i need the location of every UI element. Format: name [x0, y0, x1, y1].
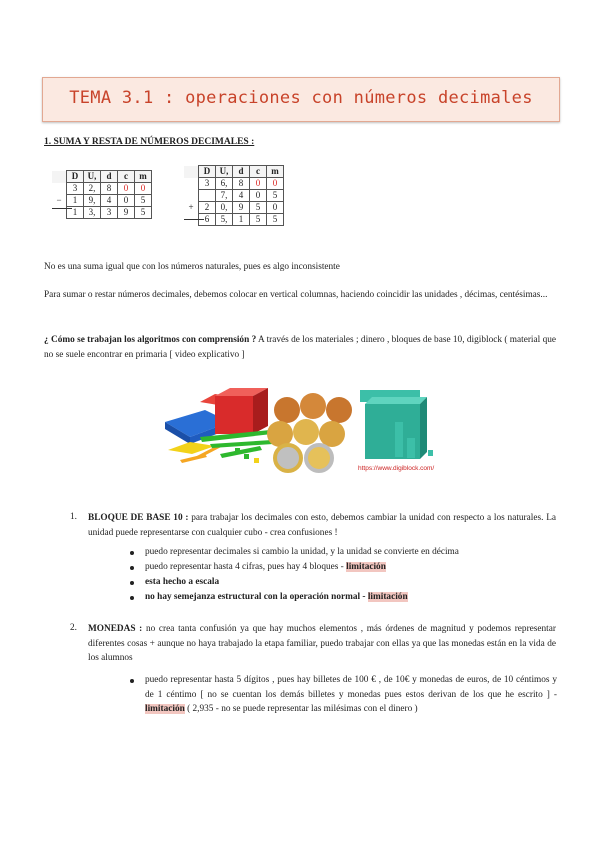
item2-number: 2. — [70, 623, 77, 633]
table1-cell: 1 — [67, 195, 84, 207]
question-rest: A través de los materiales ; dinero , bloques de base 10, digiblock ( material que no se suele encontrar en primaria [ video explicativo ] — [44, 335, 556, 360]
addition-table — [184, 165, 284, 226]
table1-header: U, — [84, 171, 101, 183]
addition-line — [184, 219, 204, 220]
plus-sign: + — [188, 202, 194, 212]
table1-cell-carry: 0 — [118, 183, 135, 195]
item2-bullet-text: puedo representar hasta 5 dígitos , pues hay billetes de 100 € , de 10€ y monedas de euros, de 10 céntimos y de 1 céntimo [ no se cuentan los demás billetes y monedas pues estos derivan de los que he escrito ] - — [145, 675, 557, 700]
section-heading: 1. SUMA Y RESTA DE NÚMEROS DECIMALES : — [44, 137, 255, 147]
limitation-highlight: limitación — [367, 592, 408, 602]
table1-cell: 9 — [118, 207, 135, 219]
item1-bullet3: esta hecho a escala — [145, 577, 220, 587]
table2-cell: 9 — [233, 202, 250, 214]
table2-cell: 7, — [216, 190, 233, 202]
table2-cell: 0, — [216, 202, 233, 214]
table2-cell: 3 — [199, 178, 216, 190]
item1-paragraph — [88, 511, 556, 540]
item1-bullet4-text: no hay semejanza estructural con la operación normal - — [145, 592, 368, 602]
table1-cell: 2, — [84, 183, 101, 195]
item1-bullet1: puedo representar decimales si cambio la unidad, y la unidad se convierte en décima — [145, 547, 459, 557]
base-ten-blocks-image — [165, 388, 273, 463]
table2-cell: 2 — [199, 202, 216, 214]
subtraction-table — [52, 170, 152, 219]
table1-cell: 3 — [67, 183, 84, 195]
table1-cell: 0 — [118, 195, 135, 207]
table2-cell: 5 — [267, 214, 284, 226]
table1-cell: 3 — [101, 207, 118, 219]
item1-number: 1. — [70, 512, 77, 522]
table2-cell: 1 — [233, 214, 250, 226]
table2-cell: 5 — [267, 190, 284, 202]
item1-bullet2 — [145, 560, 565, 575]
item1-text: para trabajar los decimales con esto, debemos cambiar la unidad con respecto a los naturales. La unidad puede representarse con cualquier cubo - crea confusiones ! — [88, 513, 556, 538]
item2-paragraph — [88, 622, 556, 666]
table1-cell: 3, — [84, 207, 101, 219]
table2-cell: 6, — [216, 178, 233, 190]
table2-cell: 0 — [250, 190, 267, 202]
paragraph-inconsistency: No es una suma igual que con los números naturales, pues es algo inconsistente — [44, 262, 340, 272]
table2-cell-carry: 0 — [250, 178, 267, 190]
item1-bullet2-text: puedo representar hasta 4 cifras, pues hay 4 bloques - — [145, 562, 347, 572]
item2-bullet-post: ( 2,935 - no se puede representar las milésimas con el dinero ) — [184, 704, 418, 715]
bullet-icon — [130, 679, 134, 683]
paragraph-columns: Para sumar o restar números decimales, debemos colocar en vertical columnas, haciendo coincidir las unidades , décimas, centésimas... — [44, 290, 548, 300]
digiblock-image — [360, 390, 433, 459]
table2-cell: 8 — [233, 178, 250, 190]
bullet-icon — [130, 596, 134, 600]
table2-header: U, — [216, 166, 233, 178]
subtraction-line — [52, 208, 72, 209]
item2-bold: MONEDAS : — [88, 624, 143, 634]
bullet-icon — [130, 566, 134, 570]
table1-cell: 4 — [101, 195, 118, 207]
euro-coins-image — [267, 393, 352, 471]
table1-header: c — [118, 171, 135, 183]
item1-bullet4 — [145, 590, 565, 605]
table1-cell: 5 — [135, 207, 152, 219]
table2-cell: 5 — [250, 214, 267, 226]
table1-cell-carry: 0 — [135, 183, 152, 195]
materials-illustration — [160, 382, 450, 477]
limitation-highlight: limitación — [145, 704, 185, 715]
minus-sign: − — [56, 195, 62, 205]
item1-bold: BLOQUE DE BASE 10 : — [88, 513, 189, 523]
title-banner — [42, 77, 560, 122]
table2-cell — [199, 190, 216, 202]
table1-cell: 1 — [67, 207, 84, 219]
table2-cell-carry: 0 — [267, 178, 284, 190]
table1-header: d — [101, 171, 118, 183]
table2-cell: 6 — [199, 214, 216, 226]
limitation-highlight: limitación — [346, 562, 386, 572]
table1-header: m — [135, 171, 152, 183]
question-bold: ¿ Cómo se trabajan los algoritmos con comprensión ? — [44, 335, 257, 345]
table2-header: c — [250, 166, 267, 178]
paragraph-question — [44, 333, 556, 362]
item2-bullet1 — [145, 673, 557, 717]
bullet-icon — [130, 551, 134, 555]
table2-cell: 5 — [250, 202, 267, 214]
table2-cell: 5, — [216, 214, 233, 226]
table1-cell: 5 — [135, 195, 152, 207]
item2-text: no crea tanta confusión ya que hay muchos elementos , más órdenes de magnitud y podemos representar diferentes cosas + aunque no haya trabajado la etapa familiar, puedo trabajar con ellas ya que las monedas están en la vida de los alumnos — [88, 624, 556, 664]
table2-cell: 4 — [233, 190, 250, 202]
table2-header: m — [267, 166, 284, 178]
table1-cell: 9, — [84, 195, 101, 207]
table1-header: D — [67, 171, 84, 183]
table2-header: d — [233, 166, 250, 178]
page-title: TEMA 3.1 : operaciones con números decimales — [69, 88, 533, 108]
table2-cell: 0 — [267, 202, 284, 214]
table2-header: D — [199, 166, 216, 178]
image-caption-url: https://www.digiblock.com/ — [358, 465, 435, 472]
bullet-icon — [130, 581, 134, 585]
table1-cell: 8 — [101, 183, 118, 195]
